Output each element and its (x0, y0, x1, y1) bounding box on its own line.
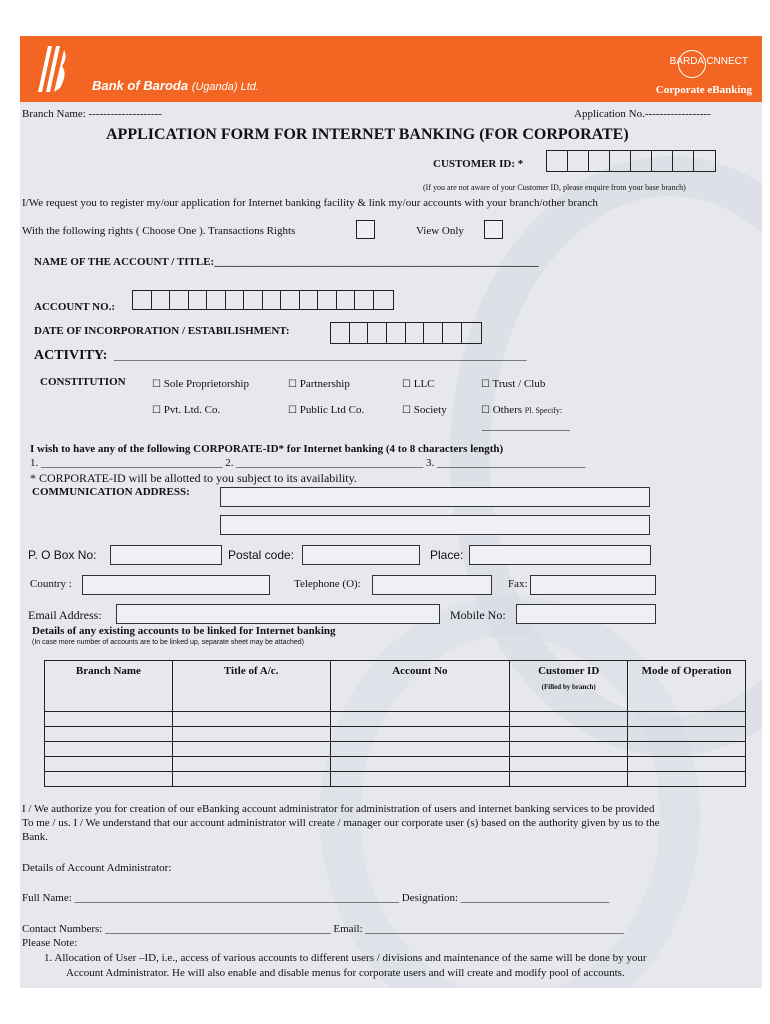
checkbox-icon: ☐ (481, 379, 490, 390)
table-row[interactable] (45, 712, 746, 727)
column-header: Account No (330, 661, 510, 712)
place-label: Place: (430, 548, 464, 562)
others-specify-line[interactable]: ________________ (482, 420, 570, 432)
table-row[interactable] (45, 742, 746, 757)
communication-address-label: COMMUNICATION ADDRESS: (32, 486, 190, 498)
accounts-table-heading: Details of any existing accounts to be linked for Internet banking (32, 625, 336, 637)
admin-fullname-line[interactable]: Full Name: ___________________________________________________________ Designation: ___________________________ (22, 892, 610, 904)
transaction-rights-checkbox[interactable] (356, 220, 375, 239)
header-banner (20, 36, 762, 102)
incorporation-date-boxes[interactable] (330, 322, 482, 344)
constitution-label: CONSTITUTION (40, 376, 126, 388)
activity-label: ACTIVITY: (34, 348, 108, 363)
telephone-label: Telephone (O): (294, 578, 361, 590)
application-no-label: Application No.------------------ (574, 108, 711, 120)
postal-code-label: Postal code: (228, 548, 295, 562)
address-line-1-input[interactable] (220, 487, 650, 507)
account-no-boxes[interactable] (132, 290, 394, 310)
bank-logo-icon (34, 44, 68, 94)
pobox-label: P. O Box No: (28, 548, 97, 562)
authorization-text-1: I / We authorize you for creation of our eBanking account administrator for administration of users and internet banking services to be provided (22, 803, 655, 815)
option-pvt-ltd[interactable]: ☐ Pvt. Ltd. Co. (152, 404, 221, 416)
table-header-row (45, 661, 746, 712)
table-row[interactable] (45, 772, 746, 787)
note-item-1b: Account Administrator. He will also enable and disable menus for corporate users and will create and modify pool of accounts. (66, 967, 625, 979)
postal-code-input[interactable] (302, 545, 420, 565)
mobile-input[interactable] (516, 604, 656, 624)
checkbox-icon: ☐ (402, 379, 411, 390)
email-label: Email Address: (28, 608, 102, 622)
column-header: Branch Name (45, 661, 173, 712)
baroda-connect-logo: BARDA CNNECT (669, 56, 748, 67)
option-partnership[interactable]: ☐ Partnership (288, 378, 350, 390)
option-society[interactable]: ☐ Society (402, 404, 447, 416)
checkbox-icon: ☐ (288, 405, 297, 416)
note-item-1a: 1. Allocation of User –ID, i.e., access of various accounts to different users / divisions and maintenance of the same will be done by your (44, 952, 647, 964)
authorization-text-3: Bank. (22, 831, 48, 843)
country-input[interactable] (82, 575, 270, 595)
branch-name-label: Branch Name: -------------------- (22, 108, 162, 120)
mobile-label: Mobile No: (450, 608, 506, 622)
please-note-label: Please Note: (22, 937, 78, 949)
bank-name: Bank of Baroda (Uganda) Ltd. (92, 78, 259, 93)
account-title-label: NAME OF THE ACCOUNT / TITLE:___________________________________________________________ (34, 256, 539, 268)
table-row[interactable] (45, 757, 746, 772)
column-header: Customer ID (Filled by branch) (510, 661, 628, 712)
country-label: Country : (30, 578, 72, 590)
view-only-label: View Only (416, 225, 464, 237)
incorporation-label: DATE OF INCORPORATION / ESTABILISHMENT: (34, 325, 290, 337)
fax-label: Fax: (508, 578, 528, 590)
rights-label: With the following rights ( Choose One ). Transactions Rights (22, 225, 296, 237)
customer-id-note: (If you are not aware of your Customer ID, please enquire from your base branch) (423, 183, 686, 192)
view-only-checkbox[interactable] (484, 220, 503, 239)
activity-line[interactable]: ___________________________________________________________________________ (114, 350, 527, 362)
request-text: I/We request you to register my/our application for Internet banking facility & link my/our accounts with your branch/other branch (22, 197, 598, 209)
accounts-table-subnote: (In case more number of accounts are to be linked up, separate sheet may be attached) (32, 639, 304, 646)
column-header: Mode of Operation (628, 661, 746, 712)
account-no-label: ACCOUNT NO.: (34, 301, 116, 313)
authorization-text-2: To me / us. I / We understand that our account administrator will create / manager our corporate user (s) based on the authority given by us to the (22, 817, 660, 829)
option-trust-club[interactable]: ☐ Trust / Club (481, 378, 546, 390)
checkbox-icon: ☐ (152, 379, 161, 390)
option-sole-proprietorship[interactable]: ☐ Sole Proprietorship (152, 378, 249, 390)
option-public-ltd[interactable]: ☐ Public Ltd Co. (288, 404, 365, 416)
place-input[interactable] (469, 545, 651, 565)
corporate-id-note: * CORPORATE-ID will be allotted to you subject to its availability. (30, 471, 357, 485)
admin-heading: Details of Account Administrator: (22, 862, 172, 874)
corporate-id-choices[interactable]: 1. _________________________________ 2. __________________________________ 3. ___________________________ (30, 457, 586, 469)
product-name: Corporate eBanking (655, 84, 752, 96)
admin-contact-line[interactable]: Contact Numbers: _________________________________________ Email: _______________________________________________ (22, 923, 624, 935)
table-row[interactable] (45, 727, 746, 742)
checkbox-icon: ☐ (481, 405, 490, 416)
checkbox-icon: ☐ (402, 405, 411, 416)
customer-id-label: CUSTOMER ID: * (433, 158, 524, 170)
email-input[interactable] (116, 604, 440, 624)
option-llc[interactable]: ☐ LLC (402, 378, 435, 390)
form-page (20, 36, 762, 988)
column-header: Title of A/c. (172, 661, 330, 712)
customer-id-boxes[interactable] (546, 150, 716, 172)
fax-input[interactable] (530, 575, 656, 595)
checkbox-icon: ☐ (288, 379, 297, 390)
pobox-input[interactable] (110, 545, 222, 565)
form-title: APPLICATION FORM FOR INTERNET BANKING (FOR CORPORATE) (106, 126, 629, 143)
option-others[interactable]: ☐ Others Pl. Specify: (481, 404, 563, 416)
checkbox-icon: ☐ (152, 405, 161, 416)
address-line-2-input[interactable] (220, 515, 650, 535)
linked-accounts-table (44, 660, 746, 787)
telephone-input[interactable] (372, 575, 492, 595)
corporate-id-heading: I wish to have any of the following CORPORATE-ID* for Internet banking (4 to 8 characters length) (30, 443, 504, 455)
